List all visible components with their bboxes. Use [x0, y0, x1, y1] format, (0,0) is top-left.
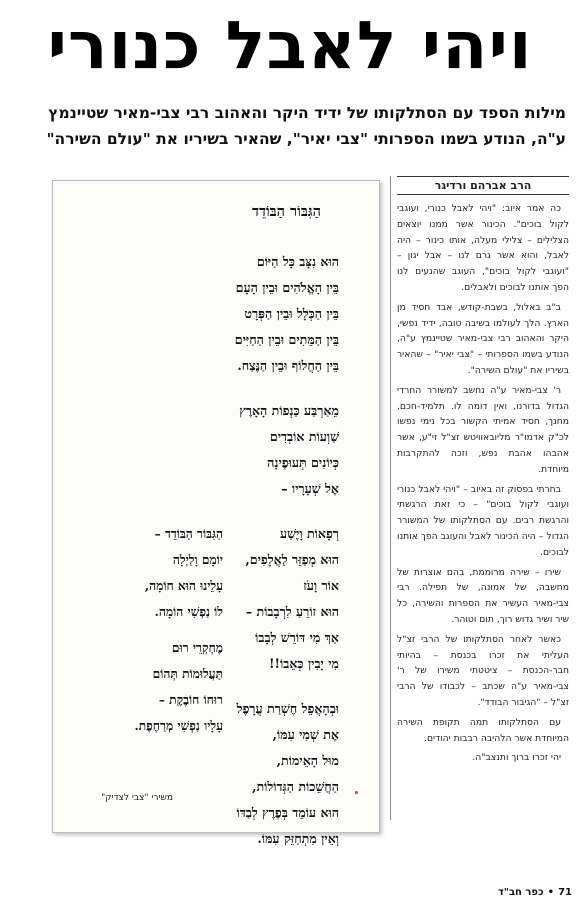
poem-line: הַגִּבּוֹר הַבּוֹדֵד – [154, 527, 223, 541]
poem-line: בֵּין הַמֵּתִים וּבֵין הַחַיִּים [234, 332, 339, 347]
page-footer: 71•כפר חב"ד [497, 887, 572, 898]
poem-line: מוּל הָאֵימוֹת, [276, 753, 339, 768]
byline: הרב אברהם ורדיגר [397, 176, 569, 195]
poem-line: הוּא נִצָּב כָּל הַיּוֹם [256, 254, 339, 269]
poem-line: הוּא זוֹרֵעַ לִרְבָבוֹת – [245, 604, 339, 619]
article-body [391, 195, 575, 766]
poem-line: לוֹ נַפְשִׁי הוֹמָה. [154, 605, 223, 619]
page-number: 71 [558, 887, 572, 898]
poem-line: מֶחְקְרֵי רוּם [171, 641, 223, 655]
poem-line: אוֹר וָעֹז [303, 578, 339, 593]
poem-line: אֶת שְׁמִי עִמּוֹ, [272, 727, 339, 742]
poem-line: עָלֵינוּ הוּא חוֹמָה, [144, 579, 223, 593]
article-paragraph: בחרתי בפסוק זה באיוב – "ויהי לאבל כנורי ועוגבי לקול בוכים" – כי זאת הרגשתי והרגשת רבים. עם הסתלקותו של המשורר הגדול – היה הכינור לאבל והעוגב הפך אותנו לבוכים. [397, 483, 569, 558]
poem-line: מֵאַרְבַּע כַּנְפוֹת הָאָרֶץ [239, 403, 339, 418]
poem-line: בֵּין הַחֲלוֹף וּבֵין הַנֶּצַח. [237, 358, 339, 373]
article-paragraph: כאשר לאחר הסתלקותו של הרבי זצ"ל העליתי את זכרו בכנסת – בהיותי חבר-הכנסת – ציטטתי משירו של ר' צבי-מאיר ע"ה שכתב – לכבודו של הרבי זצ"ל – "הגיבור הבודד". [397, 633, 569, 708]
poem-line: יוֹמָם וָלַיְלָה [172, 553, 223, 567]
article-paragraph: יהי זכרו ברוך ותנצב"ה. [472, 752, 561, 764]
article-paragraph: ב"ב באלול, בשבת-קודש, אבד חסיד מן הארץ. הלך לעולמו בשיבה טובה, ידיד נפשי, היקר והאהוב רבי צבי-מאיר שטיינמץ ע"ה, הנודע בשמו הספרותי – "צבי יאיר" – שהאיר בשיריו את "עולם השירה". [397, 301, 569, 376]
poem-line: תַּעֲלוּמוֹת תְּהוֹם [152, 667, 223, 681]
subtitle-line: מילות הספד עם הסתלקותו של ידיד היקר והאהוב רבי צבי-מאיר שטיינמץ [48, 104, 566, 122]
poem-line: וּבְהָאֲפֵל חֶשְׁרַת עֲרָפֶל [236, 701, 339, 716]
article-paragraph: כה אמר איוב: "ויהי לאבל כנורי, ועוגבי לקול בוכים". הכינור אשר ממנו יוצאים הצלילים – צלילי מעלה, אותו כינור – היה לאבל, והוא אשר גרם לנו – אבל יגון – "ועוגבי לקול בוכים", העוגב שהנעים לנו הפך אותנו לבוכים ולאבלים. [397, 203, 569, 293]
poem-line: עָלָיו נַפְשִׁי מְרַחֶפֶת. [134, 719, 223, 733]
poem-line: כְּיוֹנִים תְּעוּפֶינָה [267, 455, 339, 470]
subtitle-line: ע"ה, הנודע בשמו הספרותי "צבי יאיר", שהאיר בשיריו את "עולם השירה" [46, 130, 566, 148]
poem-line: וְאֵין מִתְחַזֵּק עִמּוֹ. [257, 831, 339, 846]
article-paragraph: ר' צבי-מאיר ע"ה נחשב למשורר החרדי הגדול בדורנו, ואין דומה לו. תלמיד-חכם, מחנך, חסיד אמיתי הקשור בכל נימי נפשו לכ"ק אדמו"ר מליובאוויטש זצ"ל זי"ע, אשר אהבהו אהבת נפש, וזכה להתקרבות מיוחדת. [397, 384, 569, 475]
poem-line: אַךְ מִי דּוֹרֵשׁ לְבָבוֹ [255, 630, 339, 645]
subtitle [18, 100, 566, 152]
publication-name: כפר חב"ד [497, 887, 544, 898]
article-column [390, 176, 575, 820]
poem-title: הַגִּבּוֹר הַבּוֹדֵד [252, 203, 321, 220]
poem-line: הַחֲשֵׁכוֹת הַגְּדוֹלוֹת, [252, 779, 339, 794]
poem-line: בֵּין הַכְּלָל וּבֵין הַפְּרָט [244, 306, 339, 321]
poem-line: רְפָאוֹת וָיֶשַׁע [280, 526, 339, 541]
poem-line: הוּא עוֹמֵד בְּפֶרֶץ לְבַדּוֹ [236, 805, 339, 820]
poem-line: מִי יָבִין כְּאֵבוֹ!! [268, 656, 339, 671]
poem-line: אֶל שְׁעָרָיו – [281, 481, 339, 496]
headline: ויהי לאבל כנורי [47, 7, 533, 84]
article-paragraph: שירו – שירה מרוממת, בהם אוצרות של מחשבה, של אמונה, של תפילה. רבי צבי-מאיר העשיר את הספרות והשירה, כל שיר ושיר גדוש רוך, תום וטוהר. [397, 566, 569, 625]
poem-credit: משירי "צבי לצדיק" [101, 793, 173, 803]
poem-line: הוּא מְפַזֵּר לַאֲלָפִים, [245, 552, 339, 567]
poem-line: בֵּין הָאֱלֹהִים וּבֵין הָעָם [235, 280, 339, 295]
poem-box [52, 180, 380, 846]
ink-dot [355, 791, 358, 794]
poem-line: שַׁוְעוֹת אוֹבְדִים [269, 429, 339, 444]
article-paragraph: עם הסתלקותו תמה תקופת השירה המיוחדת אשר הלהיבה רבבות יהודים. [397, 716, 569, 744]
poem-line: רוּחוֹ חוֹבֶקֶת – [158, 693, 223, 707]
poem-side-column [83, 521, 223, 739]
